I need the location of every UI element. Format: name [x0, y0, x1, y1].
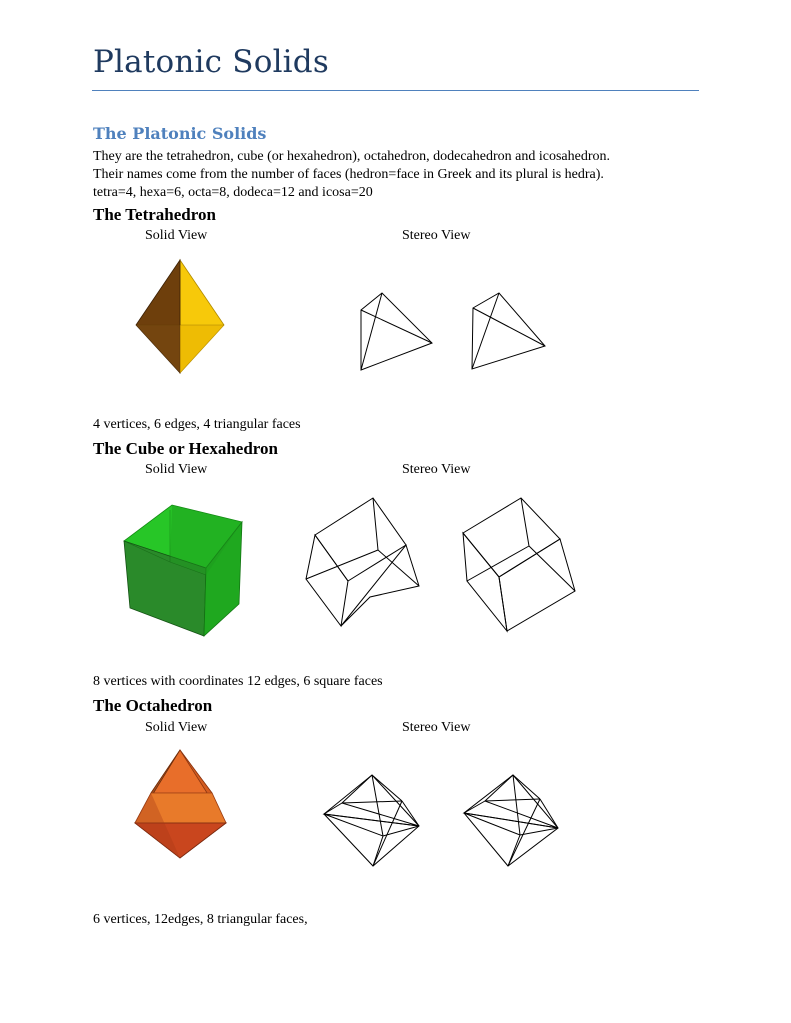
- tetrahedron-wireframe-right-icon: [465, 288, 550, 376]
- tetrahedron-heading: The Tetrahedron: [93, 205, 216, 224]
- tetrahedron-stereo-view-label: Stereo View: [402, 228, 471, 243]
- intro-paragraph: [93, 148, 713, 202]
- cube-stereo-view-label: Stereo View: [402, 462, 471, 477]
- octahedron-solid-icon: [130, 745, 232, 863]
- page-title: Platonic Solids: [93, 44, 329, 80]
- tetrahedron-caption: 4 vertices, 6 edges, 4 triangular faces: [93, 417, 301, 432]
- cube-caption: 8 vertices with coordinates 12 edges, 6 square faces: [93, 674, 383, 689]
- octahedron-solid-view-label: Solid View: [145, 720, 208, 735]
- intro-line-3: tetra=4, hexa=6, octa=8, dodeca=12 and icosa=20: [93, 185, 373, 200]
- tetrahedron-wireframe-left-icon: [352, 288, 437, 376]
- intro-line-1: They are the tetrahedron, cube (or hexahedron), octahedron, dodecahedron and icosahedron.: [93, 149, 610, 164]
- cube-solid-view-label: Solid View: [145, 462, 208, 477]
- cube-wireframe-right-icon: [457, 495, 582, 635]
- octahedron-heading: The Octahedron: [93, 696, 213, 715]
- section-heading: The Platonic Solids: [93, 124, 267, 143]
- cube-heading: The Cube or Hexahedron: [93, 439, 278, 458]
- cube-solid-icon: [118, 500, 248, 640]
- intro-line-2: Their names come from the number of faces (hedron=face in Greek and its plural is hedra).: [93, 167, 604, 182]
- octahedron-wireframe-left-icon: [318, 770, 428, 875]
- octahedron-stereo-view-label: Stereo View: [402, 720, 471, 735]
- tetrahedron-solid-view-label: Solid View: [145, 228, 208, 243]
- cube-wireframe-left-icon: [300, 495, 425, 635]
- title-divider: [92, 90, 699, 91]
- octahedron-wireframe-right-icon: [458, 770, 568, 875]
- tetrahedron-solid-icon: [130, 255, 230, 377]
- octahedron-caption: 6 vertices, 12edges, 8 triangular faces,: [93, 912, 308, 927]
